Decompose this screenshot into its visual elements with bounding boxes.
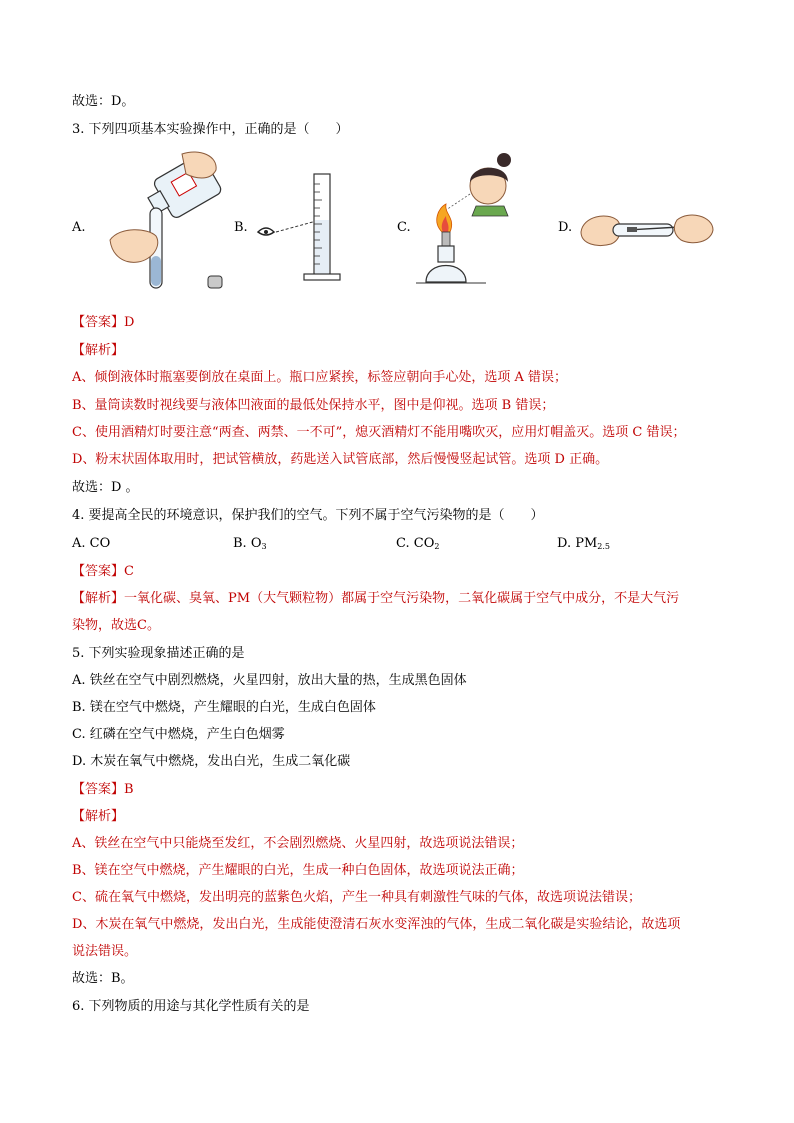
explanation-3-a: A、倾倒液体时瓶塞要倒放在桌面上。瓶口应紧挨，标签应朝向手心处，选项 A 错误； [72, 370, 568, 385]
explanation-5-a: A、铁丝在空气中只能烧至发红，不会剧烈燃烧、火星四射，故选项说法错误； [72, 836, 524, 851]
question-6: 6. 下列物质的用途与其化学性质有关的是 [72, 999, 310, 1014]
pouring-liquid-figure [90, 148, 230, 298]
powder-test-tube-figure [577, 202, 717, 262]
q4-option-b: B. $O_3$ [233, 536, 267, 551]
explanation-3-c: C、使用酒精灯时要注意“两查、两禁、一不可”，熄灭酒精灯不能用嘴吹灭，应用灯帽盖灭。选项 C 错误； [72, 425, 686, 440]
answer-selection-5: 故选：B。 [72, 971, 134, 986]
option-c-label: C. [397, 220, 411, 235]
question-5: 5. 下列实验现象描述正确的是 [72, 646, 245, 661]
explanation-4-line-1: 【解析】一氧化碳、臭氧、PM（大气颗粒物）都属于空气污染物，二氧化碳属于空气中成分，不是大气污 [72, 591, 680, 606]
alcohol-lamp-figure [412, 152, 532, 298]
option-a-label: A. [72, 220, 86, 235]
explanation-4-line-2: 染物，故选C。 [72, 618, 160, 633]
answer-selection: 故选：D。 [72, 94, 135, 109]
answer-5: 【答案】B [72, 782, 134, 797]
question-3-options [72, 148, 732, 298]
explanation-5-b: B、镁在空气中燃烧，产生耀眼的白光，生成一种白色固体，故选项说法正确； [72, 863, 524, 878]
explanation-5-d-line-1: D、木炭在氧气中燃烧，发出白光，生成能使澄清石灰水变浑浊的气体，生成二氧化碳是实验结论，故选项 [72, 917, 681, 932]
q4-option-d: D. $PM_{2.5}$ [557, 536, 611, 551]
explanation-5-tag: 【解析】 [72, 809, 125, 824]
q5-option-a: A. 铁丝在空气中剧烈燃烧，火星四射，放出大量的热，生成黑色固体 [72, 673, 467, 688]
explanation-3-b: B、量筒读数时视线要与液体凹液面的最低处保持水平，图中是仰视。选项 B 错误； [72, 398, 555, 413]
option-b-label: B. [234, 220, 248, 235]
explanation-3-tag: 【解析】 [72, 343, 125, 358]
question-4: 4. 要提高全民的环境意识，保护我们的空气。下列不属于空气污染物的是（ ） [72, 508, 544, 523]
option-d-label: D. [558, 220, 573, 235]
q4-option-c: C. $CO_2$ [396, 536, 440, 551]
q5-option-b: B. 镁在空气中燃烧，产生耀眼的白光，生成白色固体 [72, 700, 376, 715]
explanation-3-d: D、粉末状固体取用时，把试管横放，药匙送入试管底部，然后慢慢竖起试管。选项 D 正确。 [72, 452, 609, 467]
question-3: 3. 下列四项基本实验操作中，正确的是（ ） [72, 122, 349, 137]
q5-option-d: D. 木炭在氧气中燃烧，发出白光，生成二氧化碳 [72, 754, 351, 769]
graduated-cylinder-figure [250, 172, 370, 298]
q4-option-a: A. CO [72, 536, 111, 551]
answer-selection-3: 故选：D 。 [72, 480, 139, 495]
explanation-5-d-line-2: 说法错误。 [72, 944, 138, 959]
answer-3: 【答案】D [72, 315, 135, 330]
answer-4: 【答案】C [72, 564, 134, 579]
explanation-5-c: C、硫在氧气中燃烧，发出明亮的蓝紫色火焰，产生一种具有刺激性气味的气体，故选项说法错误； [72, 890, 641, 905]
q5-option-c: C. 红磷在空气中燃烧，产生白色烟雾 [72, 727, 285, 742]
